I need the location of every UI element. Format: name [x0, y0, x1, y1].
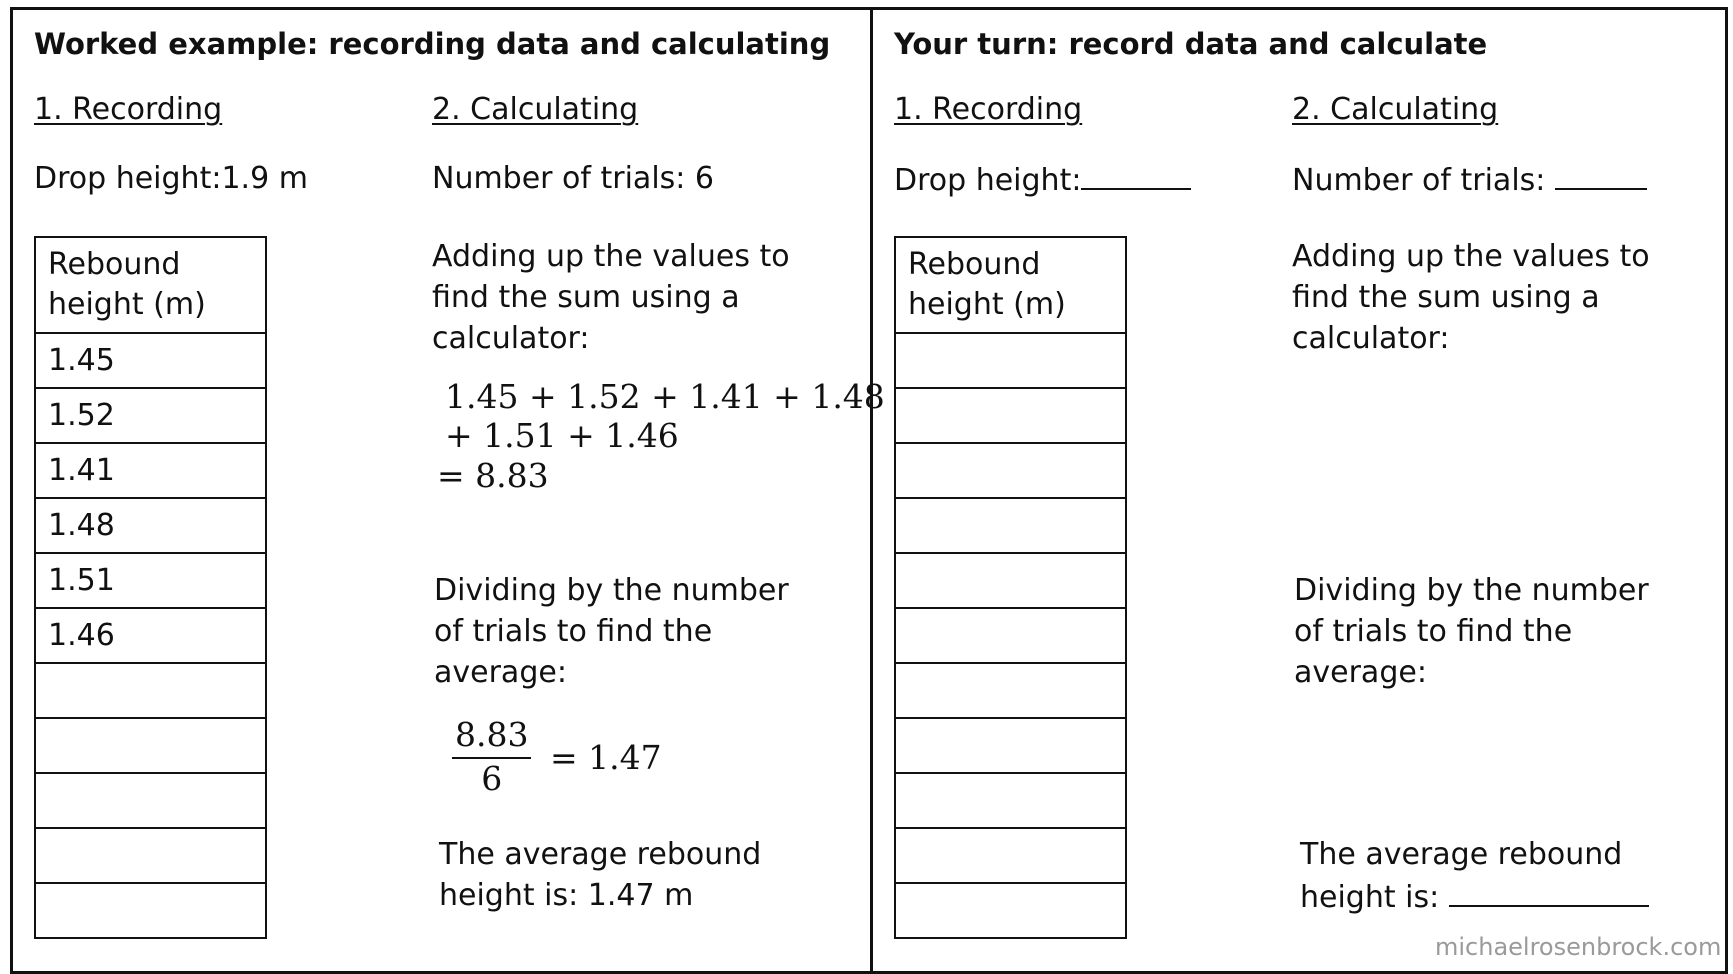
right-drop-height — [894, 158, 1191, 201]
table-row — [35, 608, 266, 663]
left-number-of-trials: Number of trials: 6 — [432, 161, 715, 196]
table-cell — [35, 718, 266, 773]
table-row[interactable] — [895, 333, 1126, 388]
table-cell: 1.45 — [35, 333, 266, 388]
table-cell: 1.48 — [35, 498, 266, 553]
fraction-numerator: 8.83 — [452, 716, 531, 759]
left-sum-result: = 8.83 — [437, 456, 549, 495]
right-recording-heading: 1. Recording — [894, 92, 1083, 127]
table-cell[interactable] — [895, 828, 1126, 883]
table-row[interactable] — [895, 498, 1126, 553]
table-row — [35, 718, 266, 773]
table-row — [35, 333, 266, 388]
table-cell — [35, 828, 266, 883]
average-answer-blank[interactable] — [1449, 875, 1649, 907]
table-row[interactable] — [895, 553, 1126, 608]
table-cell[interactable] — [895, 663, 1126, 718]
table-row[interactable] — [895, 388, 1126, 443]
number-of-trials-label: Number of trials: — [1292, 163, 1555, 198]
table-row[interactable] — [895, 883, 1126, 938]
table-cell — [35, 663, 266, 718]
site-credit: michaelrosenbrock.com — [1435, 933, 1722, 961]
table-row — [35, 828, 266, 883]
left-table-header: Rebound height (m) — [35, 237, 266, 333]
left-calculating-heading: 2. Calculating — [432, 92, 639, 127]
table-row — [35, 553, 266, 608]
right-calculating-heading: 2. Calculating — [1292, 92, 1499, 127]
right-table-header: Rebound height (m) — [895, 237, 1126, 333]
table-cell — [35, 773, 266, 828]
table-cell — [35, 883, 266, 938]
drop-height-blank[interactable] — [1081, 158, 1191, 190]
right-divide-instruction: Dividing by the number of trials to find the average: — [1294, 573, 1649, 690]
table-row — [35, 883, 266, 938]
table-row[interactable] — [895, 828, 1126, 883]
left-recording-heading: 1. Recording — [34, 92, 223, 127]
fraction-result: = 1.47 — [549, 738, 662, 777]
left-sum-line-1: 1.45 + 1.52 + 1.41 + 1.48 — [445, 377, 885, 416]
right-average-line-1: The average rebound — [1300, 837, 1623, 872]
left-sum-instruction: Adding up the values to find the sum using a calculator: — [432, 239, 790, 356]
table-row — [35, 498, 266, 553]
table-cell[interactable] — [895, 718, 1126, 773]
table-cell[interactable] — [895, 883, 1126, 938]
table-cell[interactable] — [895, 498, 1126, 553]
left-average-fraction — [452, 716, 662, 799]
drop-height-label: Drop height: — [894, 163, 1082, 198]
table-cell: 1.41 — [35, 443, 266, 498]
table-row — [35, 663, 266, 718]
table-row — [35, 773, 266, 828]
left-title: Worked example: recording data and calculating — [34, 27, 831, 61]
left-average-line-2: height is: 1.47 m — [439, 878, 694, 913]
table-cell: 1.51 — [35, 553, 266, 608]
left-sum-line-2: + 1.51 + 1.46 — [445, 416, 679, 455]
average-label: height is: — [1300, 880, 1449, 915]
left-rebound-table — [34, 236, 267, 939]
left-drop-height: Drop height:1.9 m — [34, 161, 308, 196]
table-cell: 1.46 — [35, 608, 266, 663]
table-cell: 1.52 — [35, 388, 266, 443]
table-cell[interactable] — [895, 608, 1126, 663]
table-cell[interactable] — [895, 773, 1126, 828]
right-sum-instruction: Adding up the values to find the sum using a calculator: — [1292, 239, 1650, 356]
left-divide-instruction: Dividing by the number of trials to find the average: — [434, 573, 789, 690]
fraction-denominator: 6 — [481, 759, 503, 798]
table-row[interactable] — [895, 773, 1126, 828]
table-row[interactable] — [895, 718, 1126, 773]
table-row — [35, 443, 266, 498]
table-cell[interactable] — [895, 553, 1126, 608]
number-of-trials-blank[interactable] — [1555, 158, 1647, 190]
table-cell[interactable] — [895, 388, 1126, 443]
right-title: Your turn: record data and calculate — [894, 27, 1488, 61]
right-average-line-2 — [1300, 875, 1649, 918]
table-row[interactable] — [895, 608, 1126, 663]
table-row[interactable] — [895, 663, 1126, 718]
table-cell[interactable] — [895, 443, 1126, 498]
right-number-of-trials — [1292, 158, 1647, 201]
table-row — [35, 388, 266, 443]
worksheet-border — [10, 7, 1728, 974]
right-rebound-table — [894, 236, 1127, 939]
table-row[interactable] — [895, 443, 1126, 498]
fraction — [452, 716, 531, 799]
left-average-line-1: The average rebound — [439, 837, 762, 872]
table-cell[interactable] — [895, 333, 1126, 388]
panel-divider — [870, 7, 873, 974]
